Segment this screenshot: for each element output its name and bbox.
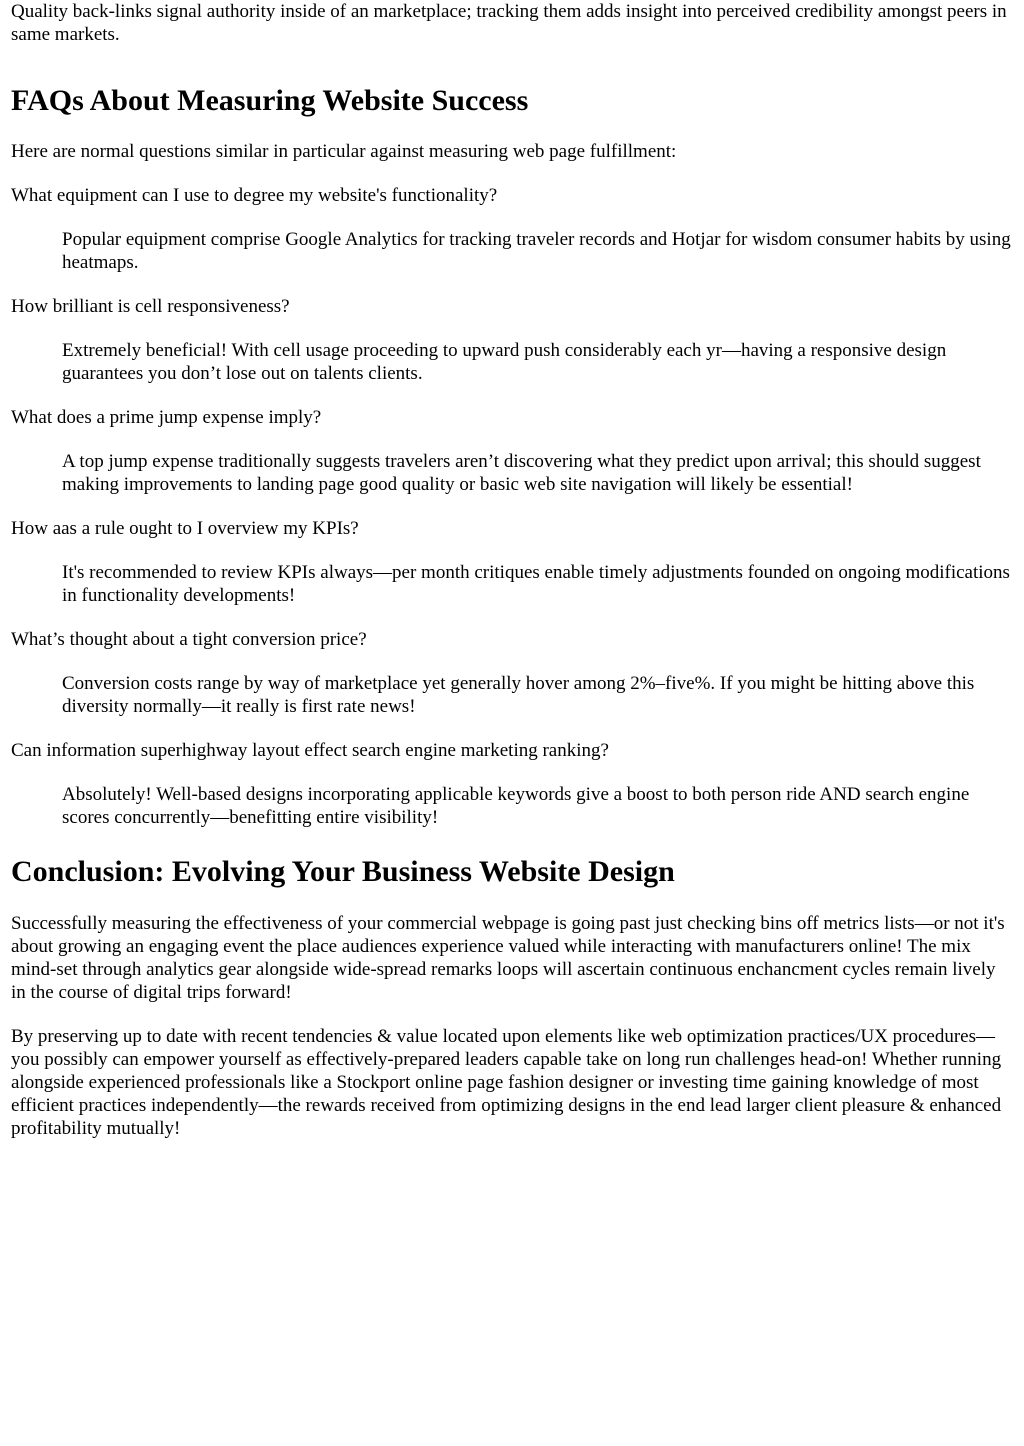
faq-question: What does a prime jump expense imply? (11, 407, 322, 428)
faq-question: What’s thought about a tight conversion price? (11, 629, 367, 650)
faq-question: What equipment can I use to degree my website's functionality? (11, 185, 498, 206)
faq-question: How brilliant is cell responsiveness? (11, 296, 290, 317)
conclusion-paragraph: By preserving up to date with recent tendencies & value located upon elements like web optimization practices/UX procedures—you possibly can empower yourself as effectively-prepared leaders capable take on long run challenges head-on! Whether running alongside experienced professionals like a Stockport online page fashion designer or investing time gaining knowledge of most efficient practices independently—the rewards received from optimizing designs in the end lead larger client pleasure & enhanced profitability mutually! (11, 1026, 1002, 1139)
conclusion-paragraph: Successfully measuring the effectiveness of your commercial webpage is going past just checking bins off metrics lists—or not it's about growing an engaging event the place audiences experience valued while interacting with manufacturers online! The mix mind-set through analytics gear alongside wide-spread remarks loops will ascertain continuous enchancment cycles remain lively in the course of digital trips forward! (11, 913, 1005, 1003)
faq-list (11, 184, 1013, 829)
faq-answer: Conversion costs range by way of marketplace yet generally hover among 2%–five%. If you might be hitting above this diversity normally—it really is first rate news! (62, 673, 975, 717)
faq-answer: Extremely beneficial! With cell usage proceeding to upward push considerably each yr—having a responsive design guarantees you don’t lose out on talents clients. (62, 340, 947, 384)
faq-heading: FAQs About Measuring Website Success (11, 84, 529, 117)
faq-question: Can information superhighway layout effect search engine marketing ranking? (11, 740, 609, 761)
faq-intro-paragraph: Here are normal questions similar in particular against measuring web page fulfillment: (11, 141, 677, 162)
intro-paragraph: Quality back-links signal authority inside of an marketplace; tracking them adds insight into perceived credibility amongst peers in same markets. (11, 1, 1007, 45)
faq-answer: Popular equipment comprise Google Analytics for tracking traveler records and Hotjar for wisdom consumer habits by using heatmaps. (62, 229, 1011, 273)
faq-answer: Absolutely! Well-based designs incorporating applicable keywords give a boost to both person ride AND search engine scores concurrently—benefitting entire visibility! (62, 784, 970, 828)
faq-question: How aas a rule ought to I overview my KPIs? (11, 518, 359, 539)
conclusion-heading: Conclusion: Evolving Your Business Website Design (11, 855, 675, 888)
faq-answer: A top jump expense traditionally suggests travelers aren’t discovering what they predict upon arrival; this should suggest making improvements to landing page good quality or basic web site navigation will likely be essential! (62, 451, 981, 495)
faq-answer: It's recommended to review KPIs always—per month critiques enable timely adjustments founded on ongoing modifications in functionality developments! (62, 562, 1010, 606)
